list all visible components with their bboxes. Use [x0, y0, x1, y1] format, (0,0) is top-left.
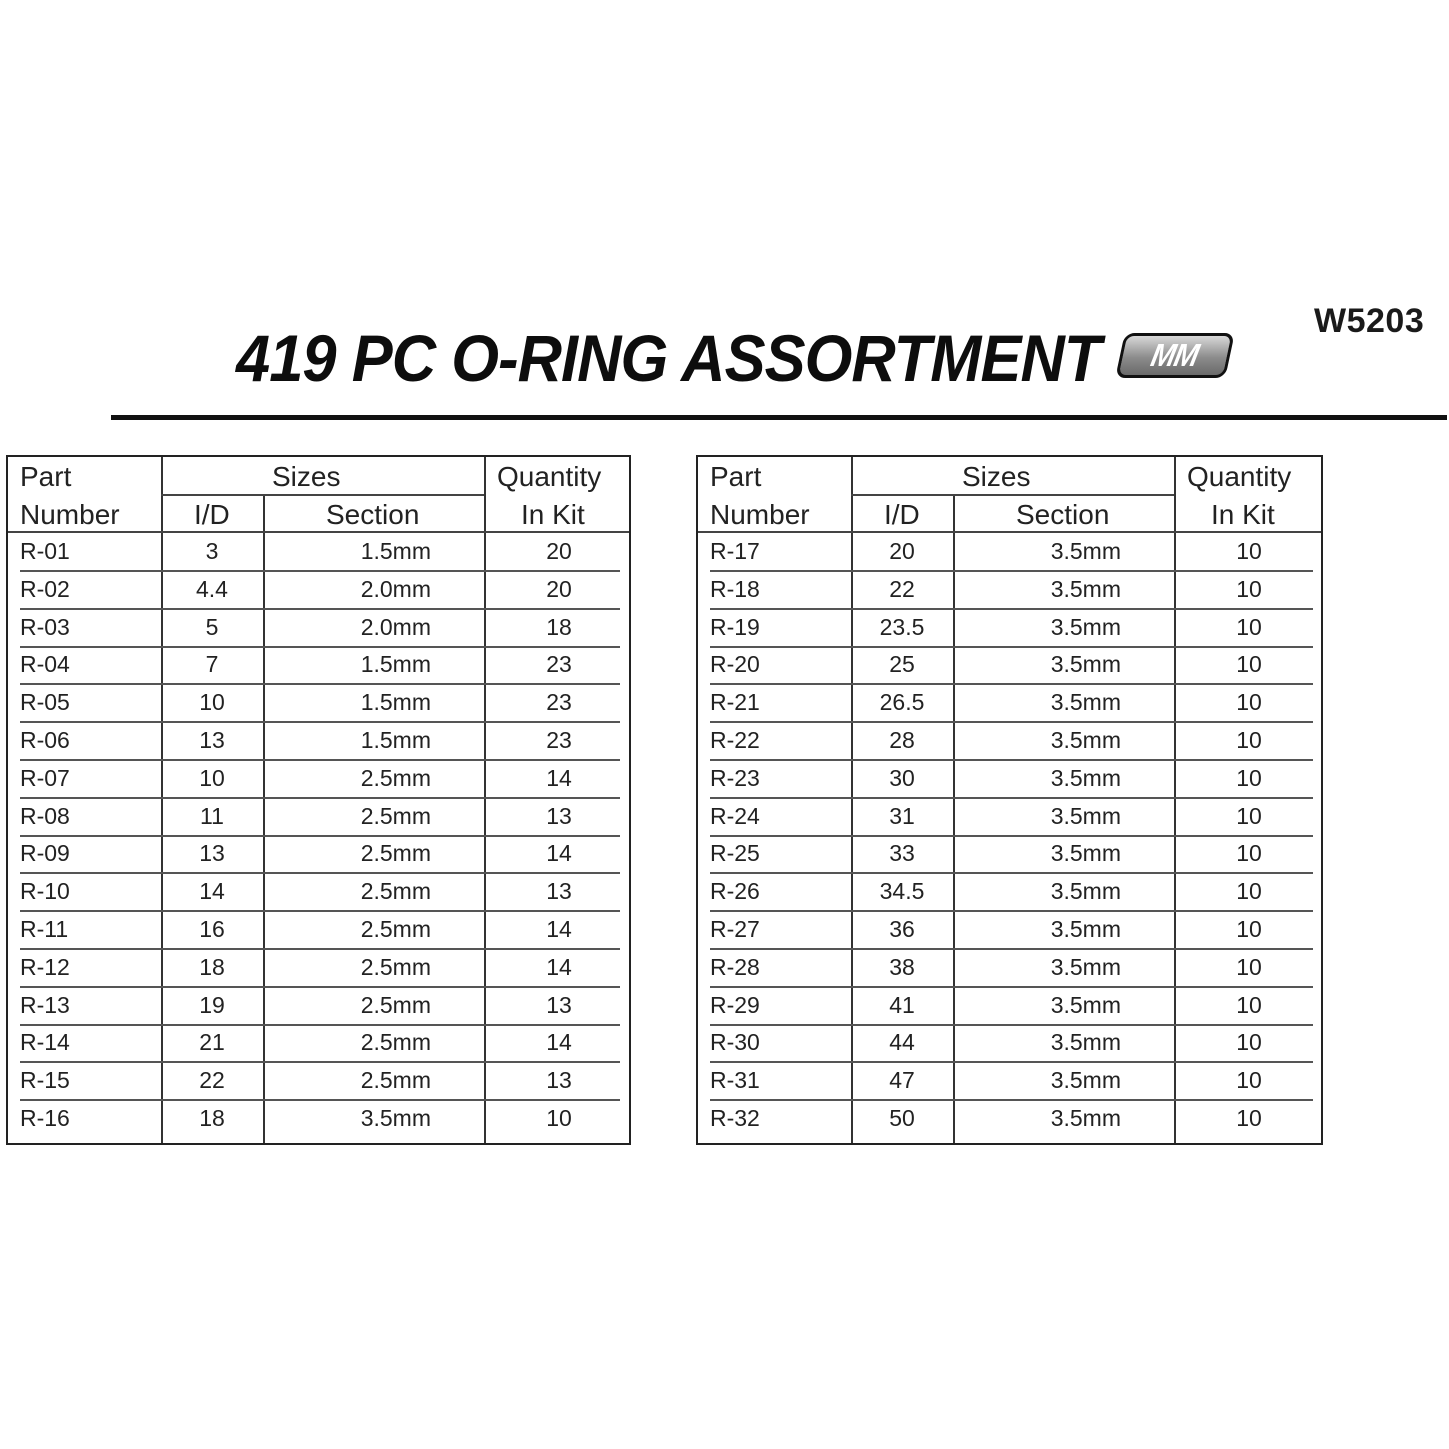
header-qty-line2: In Kit [1211, 499, 1275, 530]
table-row [8, 761, 629, 799]
table-row [8, 1025, 629, 1063]
cell-inner-diameter: 18 [199, 1105, 225, 1131]
cell-part-number: R-04 [20, 651, 70, 678]
header-section: Section [1016, 499, 1110, 530]
cell-section: 2.5mm [360, 878, 431, 905]
cell-inner-diameter: 7 [205, 651, 219, 678]
cell-part-number: R-01 [20, 538, 70, 564]
cell-inner-diameter: 22 [199, 1067, 225, 1094]
cell-inner-diameter: 23.5 [879, 613, 925, 640]
cell-part-number: R-03 [20, 613, 70, 640]
cell-section: 3.5mm [360, 1105, 431, 1131]
cell-quantity: 20 [546, 575, 572, 602]
cell-part-number: R-13 [20, 991, 70, 1018]
cell-section: 3.5mm [1050, 878, 1121, 905]
header-qty-line2: In Kit [521, 499, 585, 530]
title-divider [111, 415, 1447, 420]
header-part-line1: Part [20, 461, 72, 492]
cell-section: 2.5mm [360, 840, 431, 867]
table-row [698, 572, 1321, 610]
table-row [8, 799, 629, 837]
cell-inner-diameter: 38 [889, 953, 915, 980]
cell-section: 2.5mm [360, 764, 431, 791]
cell-inner-diameter: 19 [199, 991, 225, 1018]
cell-inner-diameter: 30 [889, 764, 915, 791]
cell-quantity: 10 [1236, 689, 1262, 716]
cell-part-number: R-23 [710, 764, 760, 791]
cell-section: 3.5mm [1050, 953, 1121, 980]
cell-part-number: R-10 [20, 878, 70, 905]
cell-quantity: 10 [1236, 840, 1262, 867]
cell-part-number: R-02 [20, 575, 70, 602]
cell-section: 2.5mm [360, 1029, 431, 1056]
cell-part-number: R-05 [20, 689, 70, 716]
table-row [698, 836, 1321, 874]
cell-part-number: R-16 [20, 1105, 70, 1131]
cell-inner-diameter: 3 [205, 538, 219, 564]
cell-quantity: 10 [1236, 727, 1262, 753]
cell-part-number: R-24 [710, 802, 760, 829]
cell-quantity: 10 [1236, 916, 1262, 942]
cell-inner-diameter: 5 [205, 613, 219, 640]
cell-inner-diameter: 18 [199, 953, 225, 980]
cell-quantity: 20 [546, 538, 572, 564]
header-qty-line1: Quantity [497, 461, 602, 492]
cell-part-number: R-31 [710, 1067, 760, 1094]
cell-inner-diameter: 22 [889, 575, 915, 602]
table-row [698, 685, 1321, 723]
cell-section: 3.5mm [1050, 613, 1121, 640]
cell-section: 1.5mm [360, 538, 431, 564]
cell-inner-diameter: 36 [889, 916, 915, 942]
cell-section: 3.5mm [1050, 1067, 1121, 1094]
cell-section: 2.5mm [360, 953, 431, 980]
table-row [698, 723, 1321, 761]
header-part-line2: Number [20, 499, 120, 530]
cell-quantity: 10 [1236, 1067, 1262, 1094]
table-row [8, 534, 629, 572]
table-row [8, 723, 629, 761]
cell-part-number: R-12 [20, 953, 70, 980]
cell-inner-diameter: 28 [889, 727, 915, 753]
page-title: 419 PC O-RING ASSORTMENT [236, 321, 1101, 395]
cell-part-number: R-11 [20, 916, 69, 942]
table-row [8, 685, 629, 723]
cell-inner-diameter: 21 [199, 1029, 225, 1056]
cell-part-number: R-25 [710, 840, 760, 867]
cell-section: 3.5mm [1050, 575, 1121, 602]
cell-section: 2.0mm [360, 575, 431, 602]
cell-inner-diameter: 11 [200, 802, 224, 829]
cell-quantity: 14 [546, 1029, 572, 1056]
cell-section: 3.5mm [1050, 1029, 1121, 1056]
cell-section: 3.5mm [1050, 840, 1121, 867]
cell-quantity: 10 [1236, 991, 1262, 1018]
cell-quantity: 13 [546, 802, 572, 829]
cell-quantity: 23 [546, 689, 572, 716]
cell-inner-diameter: 41 [889, 991, 915, 1018]
header-bottom-border [8, 531, 629, 533]
cell-section: 3.5mm [1050, 764, 1121, 791]
cell-part-number: R-18 [710, 575, 760, 602]
table-row [698, 1101, 1321, 1139]
cell-part-number: R-30 [710, 1029, 760, 1056]
cell-section: 2.5mm [360, 991, 431, 1018]
cell-inner-diameter: 47 [889, 1067, 915, 1094]
cell-quantity: 23 [546, 651, 572, 678]
cell-inner-diameter: 26.5 [879, 689, 925, 716]
cell-part-number: R-22 [710, 727, 760, 753]
table-row [698, 647, 1321, 685]
cell-quantity: 23 [546, 727, 572, 753]
table-row [698, 610, 1321, 648]
cell-inner-diameter: 16 [199, 916, 225, 942]
table-row [8, 572, 629, 610]
cell-quantity: 10 [1236, 651, 1262, 678]
cell-quantity: 10 [1236, 878, 1262, 905]
cell-part-number: R-21 [710, 689, 760, 716]
cell-section: 3.5mm [1050, 727, 1121, 753]
cell-part-number: R-08 [20, 802, 70, 829]
cell-quantity: 10 [1236, 764, 1262, 791]
cell-part-number: R-32 [710, 1105, 760, 1131]
header-part-line2: Number [710, 499, 810, 530]
cell-quantity: 14 [546, 764, 572, 791]
cell-section: 2.5mm [360, 802, 431, 829]
cell-inner-diameter: 10 [199, 689, 225, 716]
table-row [698, 988, 1321, 1026]
cell-inner-diameter: 25 [889, 651, 915, 678]
cell-quantity: 10 [1236, 538, 1262, 564]
cell-inner-diameter: 13 [199, 727, 225, 753]
cell-quantity: 10 [546, 1105, 572, 1131]
header-sizes: Sizes [962, 461, 1031, 492]
cell-part-number: R-07 [20, 764, 70, 791]
table-row [8, 836, 629, 874]
unit-badge [1115, 333, 1235, 378]
cell-inner-diameter: 10 [199, 764, 225, 791]
sizes-header-divider [851, 494, 1174, 496]
header-id: I/D [194, 499, 230, 530]
cell-quantity: 14 [546, 840, 572, 867]
table-row [8, 1101, 629, 1139]
cell-quantity: 13 [546, 991, 572, 1018]
cell-part-number: R-17 [710, 538, 760, 564]
cell-inner-diameter: 50 [889, 1105, 915, 1131]
table-row [698, 1063, 1321, 1101]
table-row [698, 799, 1321, 837]
cell-quantity: 10 [1236, 613, 1262, 640]
cell-inner-diameter: 20 [889, 538, 915, 564]
cell-part-number: R-26 [710, 878, 760, 905]
table-row [8, 874, 629, 912]
cell-section: 2.5mm [360, 916, 431, 942]
sku-label: W5203 [1314, 302, 1425, 340]
header-qty-line1: Quantity [1187, 461, 1292, 492]
cell-inner-diameter: 4.4 [196, 575, 228, 602]
header-bottom-border [698, 531, 1321, 533]
cell-section: 3.5mm [1050, 1105, 1121, 1131]
sizes-header-divider [161, 494, 484, 496]
cell-part-number: R-20 [710, 651, 760, 678]
table-row [8, 912, 629, 950]
cell-inner-diameter: 34.5 [879, 878, 925, 905]
header-id: I/D [884, 499, 920, 530]
cell-part-number: R-19 [710, 613, 760, 640]
cell-section: 3.5mm [1050, 651, 1121, 678]
cell-quantity: 10 [1236, 802, 1262, 829]
header-section: Section [326, 499, 420, 530]
header-sizes: Sizes [272, 461, 341, 492]
cell-inner-diameter: 44 [889, 1029, 915, 1056]
cell-quantity: 14 [546, 916, 572, 942]
cell-part-number: R-06 [20, 727, 70, 753]
cell-inner-diameter: 33 [889, 840, 915, 867]
table-row [8, 647, 629, 685]
cell-quantity: 14 [546, 953, 572, 980]
cell-quantity: 13 [546, 878, 572, 905]
cell-section: 3.5mm [1050, 538, 1121, 564]
cell-inner-diameter: 14 [199, 878, 225, 905]
table-row [8, 610, 629, 648]
cell-section: 1.5mm [360, 651, 431, 678]
table-row [698, 912, 1321, 950]
table-row [698, 950, 1321, 988]
cell-section: 2.0mm [360, 613, 431, 640]
unit-badge-label: MM [1148, 337, 1203, 373]
cell-quantity: 10 [1236, 953, 1262, 980]
table-row [698, 874, 1321, 912]
table-row [698, 1025, 1321, 1063]
cell-section: 1.5mm [360, 727, 431, 753]
table-row [8, 950, 629, 988]
table-row [8, 1063, 629, 1101]
parts-table-2 [696, 455, 1323, 1145]
cell-section: 3.5mm [1050, 802, 1121, 829]
cell-part-number: R-27 [710, 916, 760, 942]
cell-quantity: 18 [546, 613, 572, 640]
cell-quantity: 10 [1236, 1105, 1262, 1131]
cell-inner-diameter: 31 [889, 802, 915, 829]
cell-part-number: R-15 [20, 1067, 70, 1094]
cell-section: 1.5mm [360, 689, 431, 716]
table-row [698, 761, 1321, 799]
cell-section: 3.5mm [1050, 916, 1121, 942]
parts-table-1 [6, 455, 631, 1145]
cell-quantity: 10 [1236, 575, 1262, 602]
header-part-line1: Part [710, 461, 762, 492]
cell-quantity: 10 [1236, 1029, 1262, 1056]
cell-section: 2.5mm [360, 1067, 431, 1094]
cell-inner-diameter: 13 [199, 840, 225, 867]
cell-part-number: R-09 [20, 840, 70, 867]
table-row [8, 988, 629, 1026]
cell-part-number: R-14 [20, 1029, 70, 1056]
cell-section: 3.5mm [1050, 689, 1121, 716]
cell-quantity: 13 [546, 1067, 572, 1094]
cell-section: 3.5mm [1050, 991, 1121, 1018]
cell-part-number: R-29 [710, 991, 760, 1018]
table-row [698, 534, 1321, 572]
cell-part-number: R-28 [710, 953, 760, 980]
